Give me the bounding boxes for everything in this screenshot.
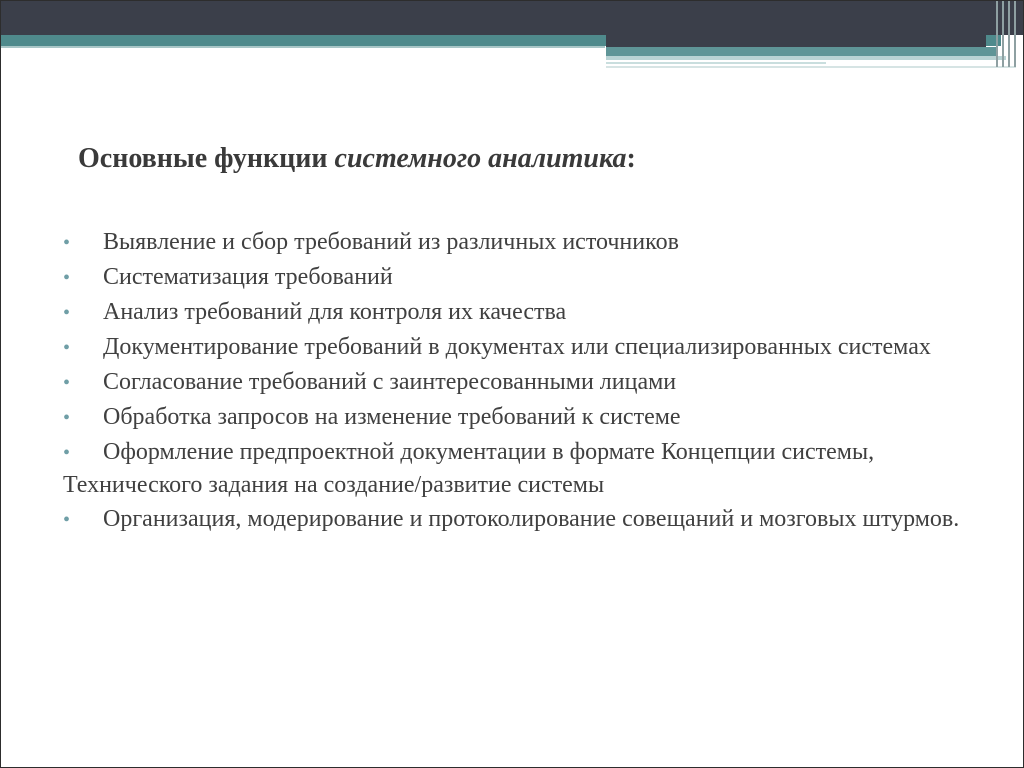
bullet-icon: • [63, 267, 71, 289]
slide-title-italic: системного аналитика [334, 143, 627, 174]
header-stripe [1002, 1, 1004, 67]
slide-title-plain: Основные функции [78, 143, 335, 174]
list-item [63, 261, 968, 294]
list-item [63, 296, 968, 329]
list-item [63, 226, 968, 259]
header-tab-dark [606, 35, 986, 47]
list-item [63, 366, 968, 399]
header-band-accent [1, 46, 605, 48]
list-item-text: Организация, модерирование и протоколирование совещаний и мозговых штурмов. [103, 506, 960, 532]
list-item-text: Документирование требований в документах или специализированных системах [103, 334, 931, 360]
bullet-icon: • [63, 372, 71, 394]
list-item-text: Систематизация требований [103, 264, 393, 290]
header-stripe [1014, 1, 1016, 67]
header-band-dark [1, 1, 1023, 35]
list-item-text: Оформление предпроектной документации в формате Концепции системы, Технического задания на создание/развитие системы [63, 439, 875, 498]
list-item [63, 331, 968, 364]
list-item-text: Обработка запросов на изменение требований к системе [103, 404, 681, 430]
bullet-icon: • [63, 337, 71, 359]
slide-title-colon: : [626, 143, 636, 174]
list-item-text: Анализ требований для контроля их качества [103, 299, 567, 325]
header-tab-teal [606, 47, 998, 56]
bullet-icon: • [63, 302, 71, 324]
bullet-icon: • [63, 442, 71, 464]
header-tab-line-long [606, 66, 1016, 68]
header-stripe [1008, 1, 1010, 67]
list-item [63, 401, 968, 434]
header-stripe [996, 1, 998, 67]
header-tab-light [606, 56, 1006, 60]
bullet-list [63, 226, 968, 538]
slide-title [78, 143, 636, 175]
list-item-text: Согласование требований с заинтересованными лицами [103, 369, 677, 395]
list-item-text: Выявление и сбор требований из различных источников [103, 229, 679, 255]
bullet-icon: • [63, 407, 71, 429]
list-item [63, 436, 968, 501]
bullet-icon: • [63, 232, 71, 254]
bullet-icon: • [63, 509, 71, 531]
header-tab-line [606, 62, 826, 64]
list-item [63, 503, 968, 536]
